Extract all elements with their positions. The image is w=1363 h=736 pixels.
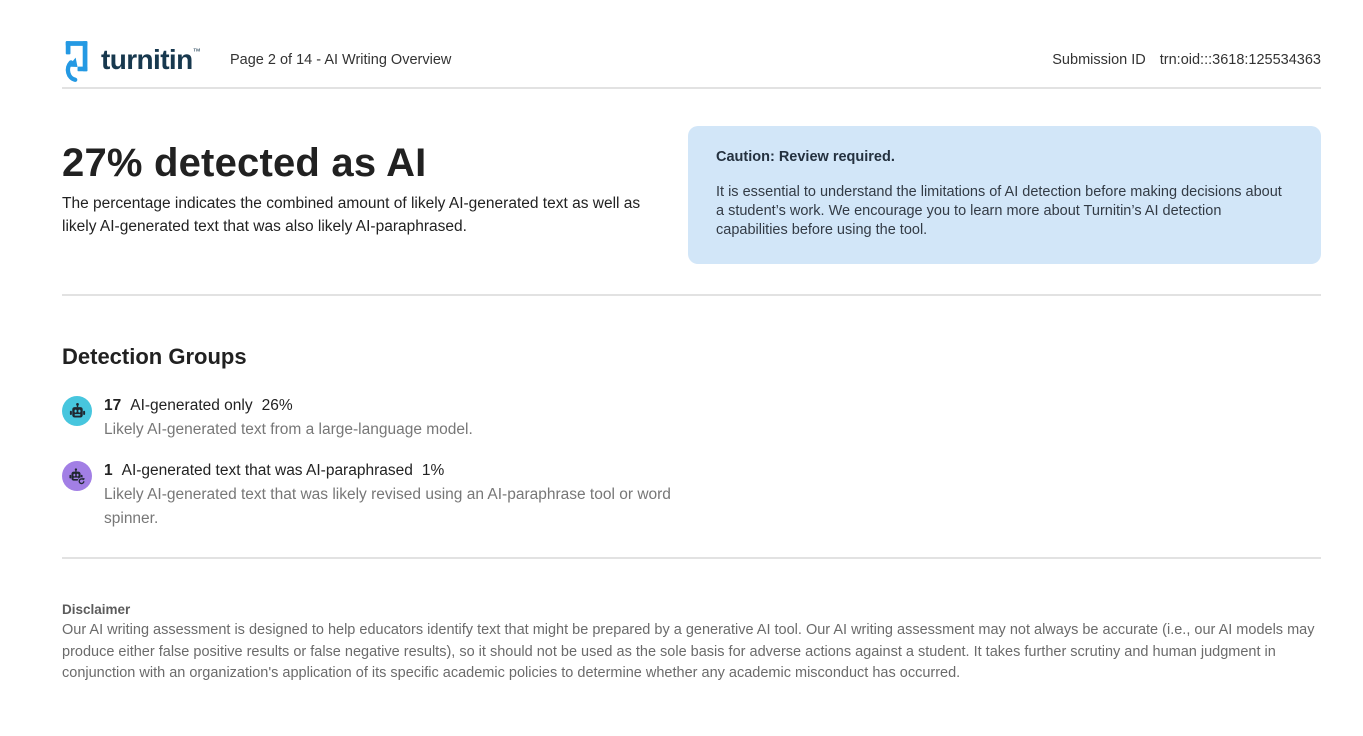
list-item bbox=[62, 394, 1321, 442]
ai-percentage-headline: 27% detected as AI bbox=[62, 141, 427, 185]
caution-title: Caution: Review required. bbox=[716, 149, 895, 165]
submission-id-label: Submission ID bbox=[1052, 52, 1146, 68]
detection-groups-section bbox=[62, 344, 1321, 531]
segment-count: 17 bbox=[104, 397, 122, 414]
turnitin-logo bbox=[62, 37, 230, 83]
segment-count: 1 bbox=[104, 462, 113, 479]
header bbox=[62, 0, 1321, 82]
detection-group-text bbox=[104, 459, 689, 531]
ai-score-summary bbox=[62, 126, 688, 238]
trademark-symbol: ™ bbox=[192, 47, 201, 56]
list-item bbox=[62, 459, 1321, 531]
detection-group-title bbox=[104, 394, 473, 418]
robot-icon bbox=[62, 396, 92, 426]
page-breadcrumb: Page 2 of 14 - AI Writing Overview bbox=[230, 52, 452, 68]
group-percent: 1% bbox=[421, 462, 445, 479]
detection-group-text bbox=[104, 394, 473, 442]
header-divider bbox=[62, 87, 1321, 89]
detection-group-title bbox=[104, 459, 689, 483]
brand-wordmark: turnitin™ bbox=[101, 44, 201, 75]
disclaimer-title: Disclaimer bbox=[62, 602, 131, 617]
detection-groups-title: Detection Groups bbox=[62, 344, 247, 369]
section-divider bbox=[62, 557, 1321, 559]
disclaimer-section bbox=[62, 602, 1321, 685]
caution-body: It is essential to understand the limitations of AI detection before making decisions about a student’s work. We encourage you to learn more about Turnitin’s AI detection capabilities before using the tool. bbox=[716, 184, 1282, 238]
disclaimer-body: Our AI writing assessment is designed to help educators identify text that might be prepared by a generative AI tool. Our AI writing assessment may not always be accurate (i.e., our AI models may produce either false positive results or false negative results), so it should not be used as the sole basis for adverse actions against a student. It takes further scrutiny and human judgment in conjunction with an organization's application of its specific academic policies to determine whether any academic misconduct has occurred. bbox=[62, 622, 1315, 681]
group-percent: 26% bbox=[261, 397, 293, 414]
section-divider bbox=[62, 294, 1321, 296]
caution-callout bbox=[688, 126, 1321, 264]
ai-overview-section bbox=[62, 126, 1321, 264]
group-label: AI-generated only bbox=[130, 397, 253, 414]
robot-paraphrase-icon bbox=[62, 461, 92, 491]
group-description: Likely AI-generated text from a large-language model. bbox=[104, 421, 473, 438]
ai-percentage-description: The percentage indicates the combined amount of likely AI-generated text as well as likely AI-generated text that was also likely AI-paraphrased. bbox=[62, 195, 641, 236]
group-label: AI-generated text that was AI-paraphrased bbox=[121, 462, 413, 479]
submission-id-value: trn:oid:::3618:125534363 bbox=[1159, 52, 1321, 68]
detection-groups-list bbox=[62, 394, 1321, 531]
submission-id bbox=[1052, 52, 1321, 68]
turnitin-logo-icon bbox=[62, 37, 94, 83]
group-description: Likely AI-generated text that was likely revised using an AI-paraphrase tool or word spinner. bbox=[104, 486, 671, 527]
